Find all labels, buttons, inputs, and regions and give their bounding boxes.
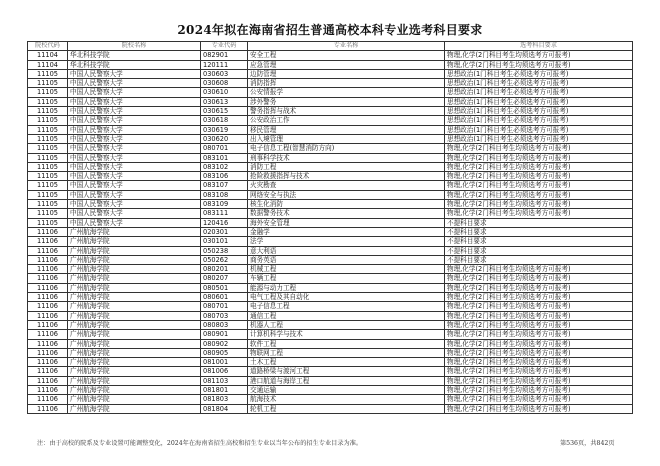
header-school-code: 院校代码 <box>28 42 68 51</box>
cell-school-name: 中国人民警察大学 <box>68 116 201 125</box>
cell-major-name: 核生化消防 <box>248 200 445 209</box>
cell-school-name: 广州航海学院 <box>68 330 201 339</box>
cell-subject-requirement: 不提科目要求 <box>445 218 633 227</box>
table-row <box>28 255 633 264</box>
cell-school-name: 广州航海学院 <box>68 395 201 404</box>
cell-school-code: 11106 <box>28 302 68 311</box>
cell-subject-requirement: 物理,化学(2门科目考生均须选考方可报考) <box>445 265 633 274</box>
cell-school-name: 广州航海学院 <box>68 293 201 302</box>
cell-major-name: 电子信息工程(智慧消防方向) <box>248 144 445 153</box>
cell-school-code: 11106 <box>28 385 68 394</box>
cell-major-code: 080902 <box>201 339 248 348</box>
cell-subject-requirement: 物理,化学(2门科目考生均须选考方可报考) <box>445 348 633 357</box>
cell-subject-requirement: 思想政治(1门科目考生必须选考方可报考) <box>445 116 633 125</box>
cell-school-name: 广州航海学院 <box>68 274 201 283</box>
cell-major-name: 消防工程 <box>248 162 445 171</box>
cell-school-code: 11106 <box>28 367 68 376</box>
cell-major-name: 刑事科学技术 <box>248 153 445 162</box>
table-row <box>28 311 633 320</box>
cell-subject-requirement: 思想政治(1门科目考生必须选考方可报考) <box>445 107 633 116</box>
cell-school-name: 中国人民警察大学 <box>68 107 201 116</box>
cell-subject-requirement: 物理,化学(2门科目考生均须选考方可报考) <box>445 209 633 218</box>
cell-major-code: 030101 <box>201 237 248 246</box>
table-row <box>28 134 633 143</box>
cell-school-name: 广州航海学院 <box>68 376 201 385</box>
cell-school-code: 11106 <box>28 227 68 236</box>
cell-school-code: 11105 <box>28 144 68 153</box>
cell-school-code: 11105 <box>28 69 68 78</box>
cell-subject-requirement: 物理,化学(2门科目考生均须选考方可报考) <box>445 311 633 320</box>
cell-school-code: 11105 <box>28 172 68 181</box>
table-row <box>28 200 633 209</box>
cell-subject-requirement: 物理,化学(2门科目考生均须选考方可报考) <box>445 274 633 283</box>
cell-major-code: 083106 <box>201 172 248 181</box>
table-row <box>28 97 633 106</box>
cell-school-code: 11106 <box>28 283 68 292</box>
cell-major-name: 金融学 <box>248 227 445 236</box>
table-row <box>28 246 633 255</box>
table-row <box>28 60 633 69</box>
table-row <box>28 330 633 339</box>
cell-school-name: 中国人民警察大学 <box>68 144 201 153</box>
cell-school-code: 11106 <box>28 330 68 339</box>
table-row <box>28 153 633 162</box>
cell-subject-requirement: 思想政治(1门科目考生必须选考方可报考) <box>445 125 633 134</box>
table-row <box>28 190 633 199</box>
table-row <box>28 293 633 302</box>
cell-major-name: 物联网工程 <box>248 348 445 357</box>
cell-school-code: 11105 <box>28 97 68 106</box>
cell-major-code: 030613 <box>201 97 248 106</box>
cell-major-code: 030620 <box>201 134 248 143</box>
table-row <box>28 116 633 125</box>
cell-school-name: 中国人民警察大学 <box>68 190 201 199</box>
cell-major-name: 移民管理 <box>248 125 445 134</box>
table-row <box>28 218 633 227</box>
cell-school-name: 广州航海学院 <box>68 320 201 329</box>
cell-subject-requirement: 思想政治(1门科目考生必须选考方可报考) <box>445 97 633 106</box>
cell-school-code: 11105 <box>28 79 68 88</box>
cell-school-name: 中国人民警察大学 <box>68 200 201 209</box>
cell-subject-requirement: 物理,化学(2门科目考生均须选考方可报考) <box>445 385 633 394</box>
cell-major-name: 机器人工程 <box>248 320 445 329</box>
cell-subject-requirement: 思想政治(1门科目考生必须选考方可报考) <box>445 69 633 78</box>
cell-major-code: 080201 <box>201 265 248 274</box>
cell-major-code: 080901 <box>201 330 248 339</box>
table-row <box>28 79 633 88</box>
page-number: 第536页，共842页 <box>560 440 615 447</box>
cell-major-code: 083109 <box>201 200 248 209</box>
cell-subject-requirement: 物理,化学(2门科目考生均须选考方可报考) <box>445 172 633 181</box>
page-title: 2024年拟在海南省招生普通高校本科专业选考科目要求 <box>177 23 483 37</box>
cell-major-code: 080207 <box>201 274 248 283</box>
cell-school-name: 中国人民警察大学 <box>68 218 201 227</box>
table-row <box>28 358 633 367</box>
table-row <box>28 162 633 171</box>
table-row <box>28 107 633 116</box>
cell-major-code: 120416 <box>201 218 248 227</box>
cell-major-code: 083107 <box>201 181 248 190</box>
cell-school-code: 11105 <box>28 218 68 227</box>
cell-major-name: 消防指挥 <box>248 79 445 88</box>
cell-major-name: 电气工程及其自动化 <box>248 293 445 302</box>
cell-major-name: 公安政治工作 <box>248 116 445 125</box>
cell-subject-requirement: 不提科目要求 <box>445 227 633 236</box>
header-school-name: 院校名称 <box>68 42 201 51</box>
cell-major-name: 网络安全与执法 <box>248 190 445 199</box>
cell-school-name: 中国人民警察大学 <box>68 162 201 171</box>
cell-school-code: 11106 <box>28 265 68 274</box>
cell-school-code: 11106 <box>28 246 68 255</box>
table-row <box>28 227 633 236</box>
cell-major-name: 能源与动力工程 <box>248 283 445 292</box>
table-row <box>28 404 633 413</box>
cell-school-name: 广州航海学院 <box>68 358 201 367</box>
cell-major-code: 081803 <box>201 395 248 404</box>
cell-major-code: 030618 <box>201 116 248 125</box>
table-body <box>28 51 633 414</box>
cell-subject-requirement: 物理,化学(2门科目考生均须选考方可报考) <box>445 330 633 339</box>
cell-major-name: 安全工程 <box>248 51 445 60</box>
cell-major-code: 030603 <box>201 69 248 78</box>
cell-school-name: 广州航海学院 <box>68 283 201 292</box>
cell-major-code: 030610 <box>201 88 248 97</box>
table-row <box>28 283 633 292</box>
cell-major-code: 083108 <box>201 190 248 199</box>
cell-school-code: 11105 <box>28 190 68 199</box>
cell-major-name: 涉外警务 <box>248 97 445 106</box>
table-row <box>28 339 633 348</box>
cell-school-code: 11105 <box>28 88 68 97</box>
cell-major-code: 080501 <box>201 283 248 292</box>
cell-school-code: 11104 <box>28 60 68 69</box>
cell-school-name: 中国人民警察大学 <box>68 97 201 106</box>
table-row <box>28 302 633 311</box>
cell-major-code: 120111 <box>201 60 248 69</box>
cell-major-code: 080701 <box>201 144 248 153</box>
table-row <box>28 274 633 283</box>
cell-subject-requirement: 物理,化学(2门科目考生均须选考方可报考) <box>445 153 633 162</box>
table-row <box>28 320 633 329</box>
cell-school-name: 广州航海学院 <box>68 246 201 255</box>
cell-school-name: 广州航海学院 <box>68 255 201 264</box>
table-row <box>28 265 633 274</box>
table-row <box>28 348 633 357</box>
table-row <box>28 209 633 218</box>
cell-school-code: 11106 <box>28 404 68 413</box>
cell-school-code: 11106 <box>28 255 68 264</box>
cell-school-code: 11105 <box>28 107 68 116</box>
cell-major-name: 港口航道与海岸工程 <box>248 376 445 385</box>
table-row <box>28 172 633 181</box>
cell-major-code: 080701 <box>201 302 248 311</box>
cell-school-name: 广州航海学院 <box>68 367 201 376</box>
cell-major-code: 081103 <box>201 376 248 385</box>
cell-subject-requirement: 物理,化学(2门科目考生均须选考方可报考) <box>445 190 633 199</box>
header-major-code: 专业代码 <box>201 42 248 51</box>
cell-school-code: 11106 <box>28 311 68 320</box>
cell-subject-requirement: 物理,化学(2门科目考生均须选考方可报考) <box>445 320 633 329</box>
cell-major-name: 火灾勘查 <box>248 181 445 190</box>
cell-school-name: 中国人民警察大学 <box>68 88 201 97</box>
cell-subject-requirement: 物理,化学(2门科目考生均须选考方可报考) <box>445 302 633 311</box>
table-header-row <box>28 42 633 51</box>
cell-subject-requirement: 物理,化学(2门科目考生均须选考方可报考) <box>445 404 633 413</box>
cell-major-code: 081804 <box>201 404 248 413</box>
cell-major-name: 电子信息工程 <box>248 302 445 311</box>
cell-major-code: 081001 <box>201 358 248 367</box>
cell-major-name: 出入境管理 <box>248 134 445 143</box>
cell-school-name: 广州航海学院 <box>68 348 201 357</box>
cell-school-name: 广州航海学院 <box>68 404 201 413</box>
cell-school-name: 中国人民警察大学 <box>68 153 201 162</box>
cell-major-code: 050238 <box>201 246 248 255</box>
cell-major-code: 083101 <box>201 153 248 162</box>
table-row <box>28 237 633 246</box>
cell-subject-requirement: 不提科目要求 <box>445 246 633 255</box>
table-row <box>28 51 633 60</box>
cell-major-code: 080803 <box>201 320 248 329</box>
cell-major-name: 边防管理 <box>248 69 445 78</box>
cell-school-code: 11106 <box>28 376 68 385</box>
cell-subject-requirement: 物理,化学(2门科目考生均须选考方可报考) <box>445 358 633 367</box>
cell-school-code: 11105 <box>28 116 68 125</box>
cell-major-code: 030619 <box>201 125 248 134</box>
cell-school-name: 广州航海学院 <box>68 237 201 246</box>
cell-major-name: 意大利语 <box>248 246 445 255</box>
cell-major-name: 商务英语 <box>248 255 445 264</box>
header-subject-requirement: 选考科目要求 <box>445 42 633 51</box>
table-row <box>28 367 633 376</box>
cell-major-name: 机械工程 <box>248 265 445 274</box>
cell-subject-requirement: 思想政治(1门科目考生必须选考方可报考) <box>445 79 633 88</box>
cell-school-code: 11105 <box>28 162 68 171</box>
cell-major-name: 应急管理 <box>248 60 445 69</box>
cell-major-name: 数据警务技术 <box>248 209 445 218</box>
cell-major-name: 公安情报学 <box>248 88 445 97</box>
cell-school-name: 中国人民警察大学 <box>68 134 201 143</box>
cell-school-code: 11105 <box>28 125 68 134</box>
cell-school-code: 11105 <box>28 134 68 143</box>
cell-subject-requirement: 物理,化学(2门科目考生均须选考方可报考) <box>445 339 633 348</box>
cell-subject-requirement: 不提科目要求 <box>445 255 633 264</box>
table-row <box>28 395 633 404</box>
cell-subject-requirement: 物理,化学(2门科目考生均须选考方可报考) <box>445 144 633 153</box>
cell-school-name: 中国人民警察大学 <box>68 209 201 218</box>
cell-major-code: 081801 <box>201 385 248 394</box>
cell-major-code: 050262 <box>201 255 248 264</box>
header-major-name: 专业名称 <box>248 42 445 51</box>
table-row <box>28 181 633 190</box>
cell-school-name: 华北科技学院 <box>68 60 201 69</box>
cell-school-code: 11106 <box>28 293 68 302</box>
cell-school-code: 11106 <box>28 237 68 246</box>
cell-subject-requirement: 不提科目要求 <box>445 237 633 246</box>
cell-major-code: 080905 <box>201 348 248 357</box>
cell-major-code: 082901 <box>201 51 248 60</box>
cell-major-name: 道路桥梁与渡河工程 <box>248 367 445 376</box>
cell-major-code: 080703 <box>201 311 248 320</box>
cell-subject-requirement: 物理,化学(2门科目考生均须选考方可报考) <box>445 376 633 385</box>
cell-school-name: 中国人民警察大学 <box>68 125 201 134</box>
cell-school-code: 11105 <box>28 200 68 209</box>
cell-major-code: 030608 <box>201 79 248 88</box>
cell-major-name: 轮机工程 <box>248 404 445 413</box>
cell-subject-requirement: 物理,化学(2门科目考生均须选考方可报考) <box>445 283 633 292</box>
cell-major-name: 海外安全管理 <box>248 218 445 227</box>
cell-subject-requirement: 物理,化学(2门科目考生均须选考方可报考) <box>445 181 633 190</box>
cell-major-code: 020301 <box>201 227 248 236</box>
cell-school-name: 广州航海学院 <box>68 227 201 236</box>
cell-subject-requirement: 物理,化学(2门科目考生均须选考方可报考) <box>445 200 633 209</box>
cell-school-code: 11106 <box>28 320 68 329</box>
table-row <box>28 376 633 385</box>
cell-major-name: 土木工程 <box>248 358 445 367</box>
cell-major-name: 警务指挥与战术 <box>248 107 445 116</box>
cell-major-code: 030615 <box>201 107 248 116</box>
cell-school-code: 11105 <box>28 209 68 218</box>
cell-major-code: 080601 <box>201 293 248 302</box>
cell-school-name: 中国人民警察大学 <box>68 172 201 181</box>
cell-major-name: 通信工程 <box>248 311 445 320</box>
cell-subject-requirement: 物理,化学(2门科目考生均须选考方可报考) <box>445 51 633 60</box>
table-row <box>28 385 633 394</box>
cell-school-name: 中国人民警察大学 <box>68 79 201 88</box>
cell-major-name: 交通运输 <box>248 385 445 394</box>
cell-school-name: 中国人民警察大学 <box>68 69 201 78</box>
table-row <box>28 144 633 153</box>
footer-note: 注：由于高校的院系及专业设置可能调整变化，2024年在海南省招生高校和招生专业以当年公布的招生专业目录为准。 <box>37 440 363 447</box>
cell-major-name: 软件工程 <box>248 339 445 348</box>
cell-school-name: 华北科技学院 <box>68 51 201 60</box>
subject-requirements-table <box>27 41 633 414</box>
cell-school-name: 广州航海学院 <box>68 385 201 394</box>
cell-subject-requirement: 物理,化学(2门科目考生均须选考方可报考) <box>445 367 633 376</box>
cell-school-name: 广州航海学院 <box>68 265 201 274</box>
cell-major-name: 车辆工程 <box>248 274 445 283</box>
table-row <box>28 69 633 78</box>
cell-major-code: 083102 <box>201 162 248 171</box>
cell-school-name: 中国人民警察大学 <box>68 181 201 190</box>
cell-major-name: 法学 <box>248 237 445 246</box>
cell-major-code: 083111 <box>201 209 248 218</box>
cell-school-code: 11105 <box>28 153 68 162</box>
table-row <box>28 125 633 134</box>
cell-school-name: 广州航海学院 <box>68 311 201 320</box>
cell-major-name: 航海技术 <box>248 395 445 404</box>
cell-school-code: 11106 <box>28 339 68 348</box>
cell-school-code: 11106 <box>28 395 68 404</box>
cell-major-name: 抢险救援指挥与技术 <box>248 172 445 181</box>
cell-major-code: 081006 <box>201 367 248 376</box>
cell-school-code: 11106 <box>28 274 68 283</box>
cell-subject-requirement: 物理,化学(2门科目考生均须选考方可报考) <box>445 60 633 69</box>
cell-subject-requirement: 物理,化学(2门科目考生均须选考方可报考) <box>445 395 633 404</box>
cell-major-name: 计算机科学与技术 <box>248 330 445 339</box>
cell-school-code: 11104 <box>28 51 68 60</box>
cell-school-name: 广州航海学院 <box>68 302 201 311</box>
cell-school-name: 广州航海学院 <box>68 339 201 348</box>
cell-school-code: 11106 <box>28 348 68 357</box>
cell-subject-requirement: 物理,化学(2门科目考生均须选考方可报考) <box>445 293 633 302</box>
cell-subject-requirement: 物理,化学(2门科目考生均须选考方可报考) <box>445 162 633 171</box>
cell-school-code: 11106 <box>28 358 68 367</box>
table-row <box>28 88 633 97</box>
cell-subject-requirement: 思想政治(1门科目考生必须选考方可报考) <box>445 134 633 143</box>
cell-school-code: 11105 <box>28 181 68 190</box>
cell-subject-requirement: 思想政治(1门科目考生必须选考方可报考) <box>445 88 633 97</box>
